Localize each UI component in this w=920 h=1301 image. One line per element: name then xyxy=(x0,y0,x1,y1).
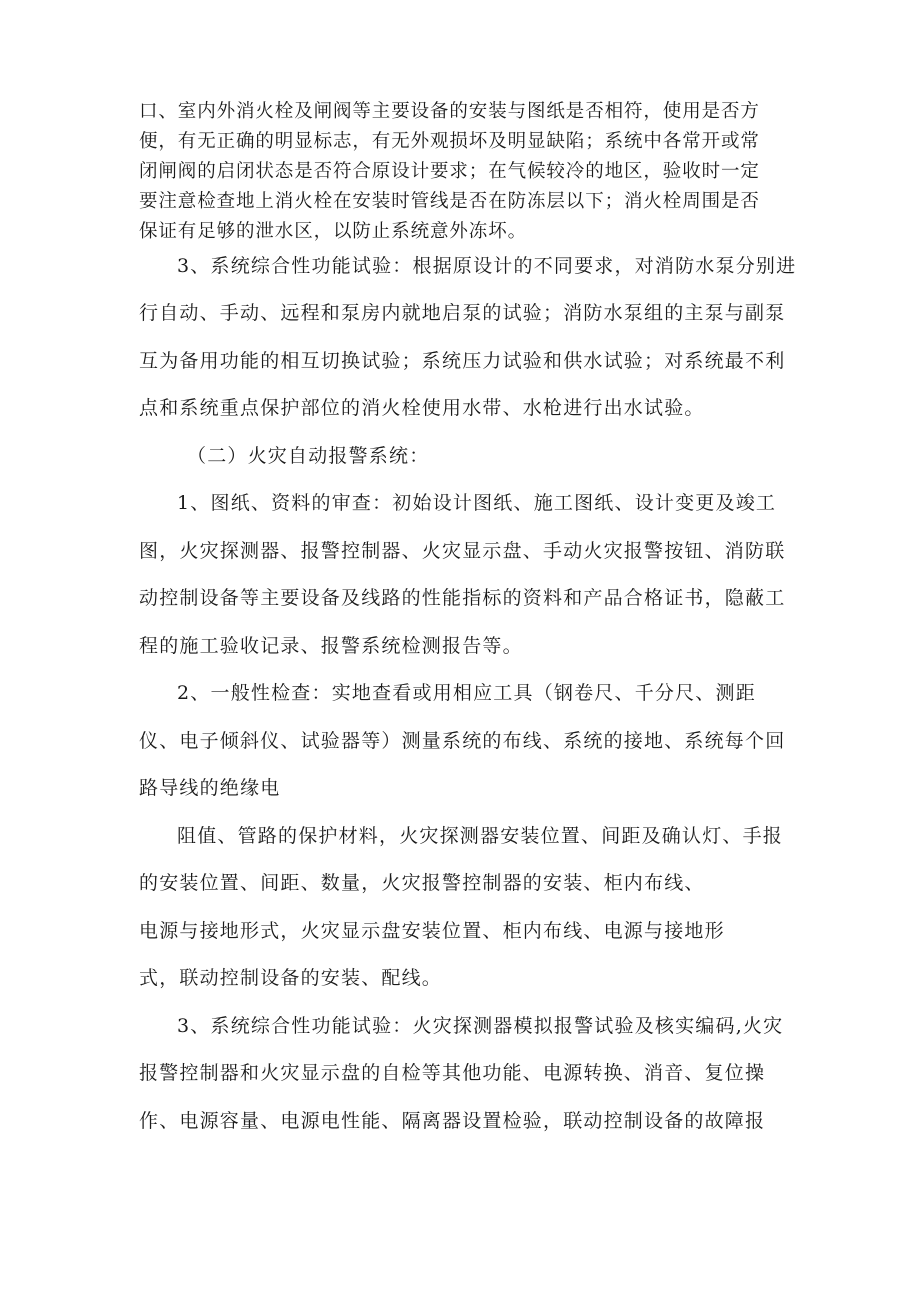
text-line: 图，火灾探测器、报警控制器、火灾显示盘、手动火灾报警按钮、消防联 xyxy=(139,540,786,562)
text-line: 作、电源容量、电源电性能、隔离器设置检验，联动控制设备的故障报 xyxy=(139,1110,766,1132)
text-line: 的安装位置、间距、数量，火灾报警控制器的安装、柜内布线、 xyxy=(139,872,705,894)
text-line: 点和系统重点保护部位的消火栓使用水带、水枪进行出水试验。 xyxy=(139,397,705,419)
text-line: 2、一般性检查：实地查看或用相应工具（钢卷尺、千分尺、测距 xyxy=(177,682,756,704)
text-line: 程的施工验收记录、报警系统检测报告等。 xyxy=(139,635,523,657)
text-line: 便，有无正确的明显标志，有无外观损坏及明显缺陷；系统中各常开或常 xyxy=(139,131,760,152)
text-line: 行自动、手动、远程和泵房内就地启泵的试验；消防水泵组的主泵与副泵 xyxy=(139,302,786,324)
text-line: 3、系统综合性功能试验：火灾探测器模拟报警试验及核实编码,火灾 xyxy=(177,1015,784,1037)
text-line: 互为备用功能的相互切换试验；系统压力试验和供水试验；对系统最不利 xyxy=(139,350,786,372)
text-line: 保证有足够的泄水区，以防止系统意外冻坏。 xyxy=(139,221,528,242)
text-line: 1、图纸、资料的审查：初始设计图纸、施工图纸、设计变更及竣工 xyxy=(177,492,777,514)
text-line: 电源与接地形式，火灾显示盘安装位置、柜内布线、电源与接地形 xyxy=(139,920,725,942)
text-line: 要注意检查地上消火栓在安装时管线是否在防冻层以下；消火栓周围是否 xyxy=(139,191,760,212)
text-line: 3、系统综合性功能试验：根据原设计的不同要求，对消防水泵分别进 xyxy=(177,255,797,277)
text-line: 式，联动控制设备的安装、配线。 xyxy=(139,967,443,989)
text-line: 阻值、管路的保护材料，火灾探测器安装位置、间距及确认灯、手报 xyxy=(177,825,784,847)
section-heading: （二）火灾自动报警系统： xyxy=(187,445,430,467)
text-line: 闭闸阀的启闭状态是否符合原设计要求；在气候较冷的地区，验收时一定 xyxy=(139,161,760,182)
text-line: 仪、电子倾斜仪、试验器等）测量系统的布线、系统的接地、系统每个回 xyxy=(139,730,786,752)
text-line: 动控制设备等主要设备及线路的性能指标的资料和产品合格证书，隐蔽工 xyxy=(139,587,786,609)
text-line: 路导线的绝缘电 xyxy=(139,777,281,799)
text-line: 口、室内外消火栓及闸阀等主要设备的安装与图纸是否相符，使用是否方 xyxy=(139,101,760,122)
text-line: 报警控制器和火灾显示盘的自检等其他功能、电源转换、消音、复位操 xyxy=(139,1062,766,1084)
